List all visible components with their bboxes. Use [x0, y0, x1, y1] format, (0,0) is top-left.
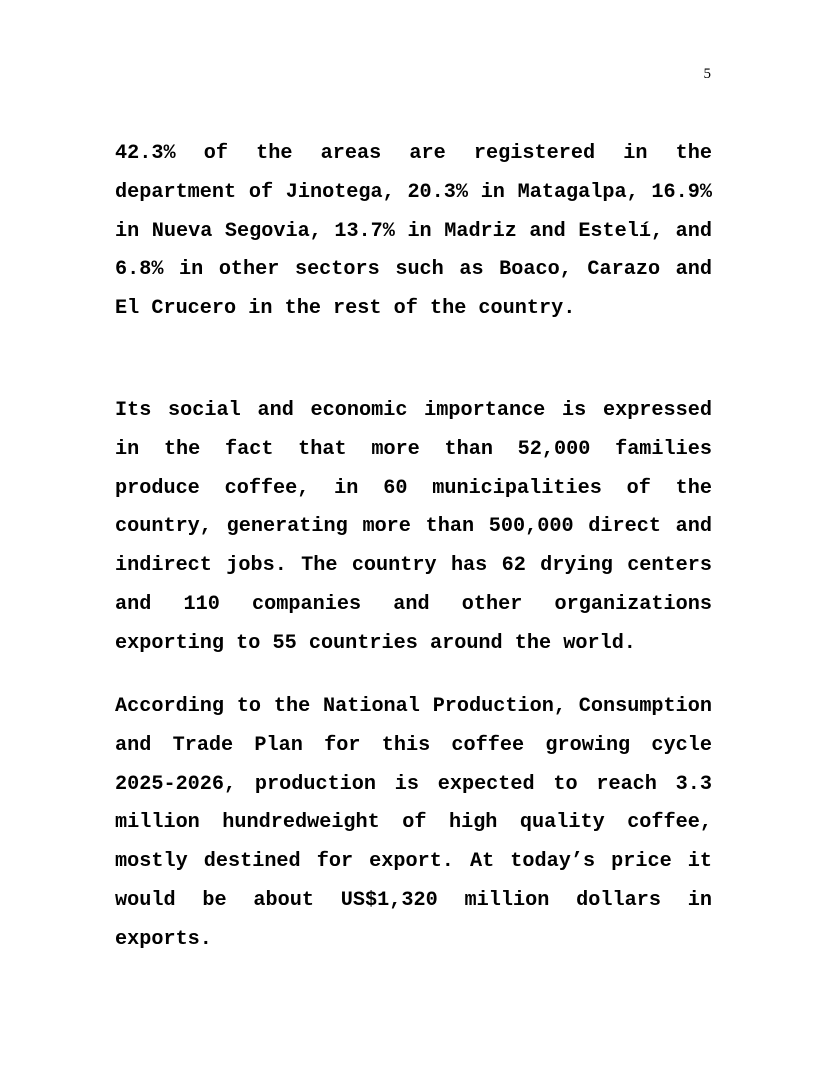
page-number: 5 [703, 66, 711, 82]
paragraph-production-forecast: According to the National Production, Consumption and Trade Plan for this coffee growing cycle 2025-2026, production is expected to reach 3.3 million hundredweight of high quality coffee, mostly destined for export. At today’s price it would be about US$1,320 million dollars in exports. [115, 695, 712, 951]
paragraph-social-economic-importance: Its social and economic importance is expressed in the fact that more than 52,000 families produce coffee, in 60 municipalities of the country, generating more than 500,000 direct and indirect jobs. The country has 62 drying centers and 110 companies and other organizations exporting to 55 countries around the world. [115, 399, 712, 655]
paragraph-coffee-areas-by-department: 42.3% of the areas are registered in the department of Jinotega, 20.3% in Matagalpa, 16.9% in Nueva Segovia, 13.7% in Madriz and Estelí, and 6.8% in other sectors such as Boaco, Carazo and El Crucero in the rest of the country. [115, 142, 712, 321]
